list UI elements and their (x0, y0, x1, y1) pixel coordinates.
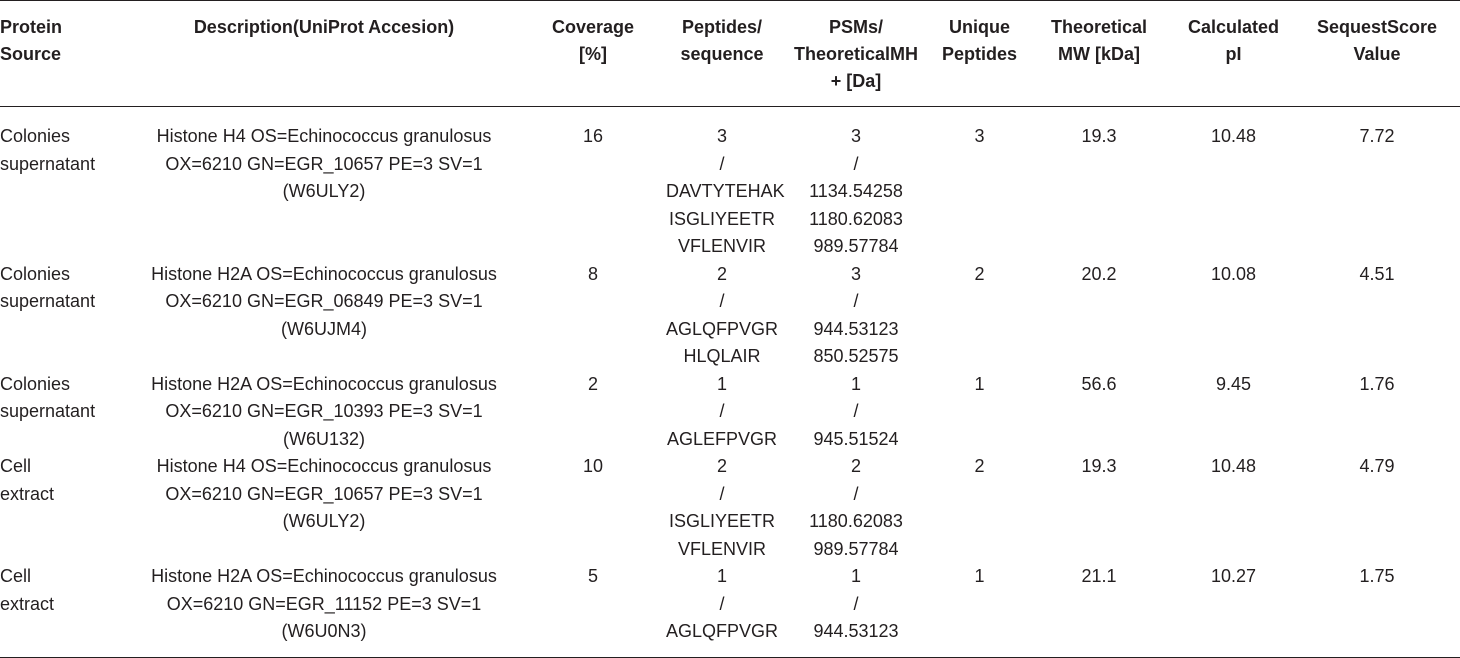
cell-protein-source (0, 261, 128, 371)
cell-coverage (520, 107, 666, 261)
cell-line: 2 (850, 456, 861, 476)
cell-line: HLQLAIR (683, 346, 761, 366)
cell-description (128, 563, 520, 657)
header-line: PSMs/ (828, 17, 884, 37)
cell-line: Histone H2A OS=Echinococcus granulosus (151, 263, 497, 284)
cell-psms-theoretical-mh (778, 107, 934, 261)
cell-line: (W6ULY2) (282, 511, 366, 531)
cell-coverage (520, 563, 666, 657)
cell-line: 3 (850, 126, 861, 146)
cell-peptides-sequence (666, 563, 778, 657)
cell-peptides-sequence (666, 453, 778, 563)
header-line: Value (1353, 44, 1401, 64)
cell-line: 944.53123 (813, 318, 899, 339)
cell-line: 1 (974, 373, 985, 394)
cell-theoretical-mw (1025, 261, 1173, 371)
cell-protein-source (0, 371, 128, 454)
header-coverage (520, 1, 666, 107)
cell-line: 1 (974, 566, 985, 586)
header-description (128, 1, 520, 107)
cell-line: AGLQFPVGR (666, 318, 779, 339)
cell-line: 2 (716, 456, 727, 476)
table-row (0, 261, 1460, 371)
cell-line: 1180.62083 (809, 208, 903, 229)
cell-line: 16 (582, 126, 604, 146)
cell-line: 56.6 (1081, 373, 1117, 394)
cell-line: ISGLIYEETR (668, 511, 776, 531)
header-line: Theoretical (1050, 17, 1148, 37)
cell-unique-peptides (934, 453, 1025, 563)
cell-line: 10.08 (1210, 263, 1257, 284)
header-line: + [Da] (830, 71, 882, 91)
cell-theoretical-mw (1025, 563, 1173, 657)
cell-line: 10.48 (1210, 126, 1257, 146)
cell-line: / (853, 401, 859, 421)
header-line: pI (1225, 44, 1242, 64)
cell-line: 1 (716, 373, 727, 394)
cell-psms-theoretical-mh (778, 261, 934, 371)
cell-line: / (719, 483, 725, 504)
header-line: Peptides (941, 44, 1018, 64)
cell-line: Colonies (0, 263, 71, 284)
cell-line: OX=6210 GN=EGR_10657 PE=3 SV=1 (165, 483, 483, 504)
cell-psms-theoretical-mh (778, 371, 934, 454)
cell-description (128, 371, 520, 454)
cell-peptides-sequence (666, 371, 778, 454)
cell-line: 3 (974, 126, 985, 146)
cell-line: Histone H4 OS=Echinococcus granulosus (156, 126, 492, 146)
cell-line: VFLENVIR (677, 236, 767, 256)
cell-line: / (719, 593, 725, 614)
cell-line: 1.76 (1359, 373, 1395, 394)
cell-line: extract (0, 593, 55, 614)
cell-line: 7.72 (1359, 126, 1395, 146)
cell-line: 989.57784 (813, 538, 899, 559)
cell-line: OX=6210 GN=EGR_11152 PE=3 SV=1 (166, 593, 482, 614)
cell-line: 2 (587, 373, 598, 394)
cell-line: / (853, 483, 859, 504)
cell-line: Histone H2A OS=Echinococcus granulosus (151, 373, 497, 394)
cell-description (128, 453, 520, 563)
cell-line: 19.3 (1081, 126, 1117, 146)
cell-line: / (853, 291, 859, 311)
header-theoretical-mw (1025, 1, 1173, 107)
cell-sequest-score (1294, 563, 1460, 657)
cell-theoretical-mw (1025, 107, 1173, 261)
cell-psms-theoretical-mh (778, 563, 934, 657)
cell-line: (W6U0N3) (281, 621, 367, 641)
header-line: Unique (949, 17, 1010, 37)
cell-line: OX=6210 GN=EGR_10393 PE=3 SV=1 (165, 401, 483, 421)
cell-protein-source (0, 107, 128, 261)
cell-line: 20.2 (1081, 263, 1117, 284)
cell-sequest-score (1294, 107, 1460, 261)
cell-unique-peptides (934, 261, 1025, 371)
cell-line: / (853, 593, 859, 614)
cell-unique-peptides (934, 371, 1025, 454)
cell-line: Colonies (0, 126, 71, 146)
cell-peptides-sequence (666, 261, 778, 371)
cell-protein-source (0, 453, 128, 563)
cell-line: DAVTYTEHAK (666, 181, 785, 201)
cell-line: 19.3 (1081, 456, 1117, 476)
cell-line: / (719, 153, 725, 174)
cell-line: (W6UJM4) (281, 318, 367, 339)
cell-line: 1 (716, 566, 727, 586)
cell-line: 21.1 (1081, 566, 1117, 586)
cell-line: (W6ULY2) (282, 181, 366, 201)
cell-line: 1.75 (1359, 566, 1395, 586)
cell-theoretical-mw (1025, 371, 1173, 454)
header-line: MW [kDa] (1058, 44, 1140, 64)
cell-line: supernatant (0, 153, 96, 174)
cell-line: 4.79 (1359, 456, 1395, 476)
header-line: Protein (0, 17, 63, 37)
cell-line: 9.45 (1215, 373, 1252, 394)
cell-line: 10.48 (1210, 456, 1257, 476)
cell-line: 1 (850, 566, 861, 586)
cell-peptides-sequence (666, 107, 785, 261)
cell-sequest-score (1294, 371, 1460, 454)
cell-line: Colonies (0, 373, 71, 394)
cell-theoretical-mw (1025, 453, 1173, 563)
cell-line: 1134.54258 (809, 181, 903, 201)
cell-calculated-pi (1173, 371, 1294, 454)
table-row (0, 371, 1460, 454)
cell-line: OX=6210 GN=EGR_06849 PE=3 SV=1 (165, 291, 483, 311)
cell-description (128, 107, 520, 261)
cell-line: 4.51 (1359, 263, 1395, 284)
cell-line: 945.51524 (813, 428, 899, 449)
header-line: TheoreticalMH (793, 44, 919, 64)
header-line: Peptides/ (681, 17, 763, 37)
cell-line: / (719, 401, 725, 421)
header-line: SequestScore (1316, 17, 1438, 37)
cell-coverage (520, 371, 666, 454)
cell-line: extract (0, 483, 55, 504)
cell-line: (W6U132) (282, 428, 366, 449)
cell-line: 2 (974, 263, 985, 284)
cell-line: 8 (587, 263, 598, 284)
cell-sequest-score (1294, 453, 1460, 563)
cell-line: supernatant (0, 401, 96, 421)
cell-line: 2 (716, 263, 727, 284)
cell-calculated-pi (1173, 563, 1294, 657)
table-row (0, 563, 1460, 657)
cell-line: 1 (850, 373, 861, 394)
cell-line: 5 (587, 566, 598, 586)
cell-line: Cell (0, 566, 32, 586)
cell-description (128, 261, 520, 371)
cell-line: / (853, 153, 859, 174)
header-line: [%] (579, 44, 607, 64)
header-sequest-score (1294, 1, 1460, 107)
cell-line: ISGLIYEETR (668, 208, 776, 229)
cell-line: 10 (582, 456, 604, 476)
cell-psms-theoretical-mh (778, 453, 934, 563)
cell-coverage (520, 453, 666, 563)
cell-line: OX=6210 GN=EGR_10657 PE=3 SV=1 (165, 153, 483, 174)
cell-line: 989.57784 (813, 236, 899, 256)
header-line: Coverage (551, 17, 635, 37)
header-line: Calculated (1187, 17, 1280, 37)
header-calculated-pi (1173, 1, 1294, 107)
cell-line: 944.53123 (813, 621, 899, 641)
cell-coverage (520, 261, 666, 371)
cell-line: 2 (974, 456, 985, 476)
cell-line: supernatant (0, 291, 96, 311)
cell-unique-peptides (934, 563, 1025, 657)
cell-calculated-pi (1173, 453, 1294, 563)
cell-line: 3 (716, 126, 727, 146)
cell-line: VFLENVIR (677, 538, 767, 559)
cell-line: Histone H4 OS=Echinococcus granulosus (156, 456, 492, 476)
table-row (0, 107, 1460, 261)
header-line: Description(UniProt Accesion) (193, 17, 455, 37)
header-unique-peptides (934, 1, 1025, 107)
table-row (0, 453, 1460, 563)
cell-line: AGLQFPVGR (666, 621, 779, 641)
cell-unique-peptides (934, 107, 1025, 261)
header-row (0, 1, 1460, 107)
cell-sequest-score (1294, 261, 1460, 371)
cell-line: AGLEFPVGR (666, 428, 778, 449)
cell-calculated-pi (1173, 107, 1294, 261)
cell-line: Cell (0, 456, 32, 476)
cell-line: / (719, 291, 725, 311)
header-psms-theoretical-mh (778, 1, 934, 107)
header-line: sequence (680, 44, 764, 64)
cell-line: Histone H2A OS=Echinococcus granulosus (151, 566, 497, 586)
cell-line: 1180.62083 (809, 511, 903, 531)
header-peptides-sequence (666, 1, 778, 107)
header-protein-source (0, 1, 128, 107)
header-line: Source (0, 44, 62, 64)
cell-protein-source (0, 563, 128, 657)
cell-calculated-pi (1173, 261, 1294, 371)
cell-line: 3 (850, 263, 861, 284)
cell-line: 10.27 (1210, 566, 1257, 586)
table-body (0, 107, 1460, 658)
cell-line: 850.52575 (813, 346, 899, 366)
